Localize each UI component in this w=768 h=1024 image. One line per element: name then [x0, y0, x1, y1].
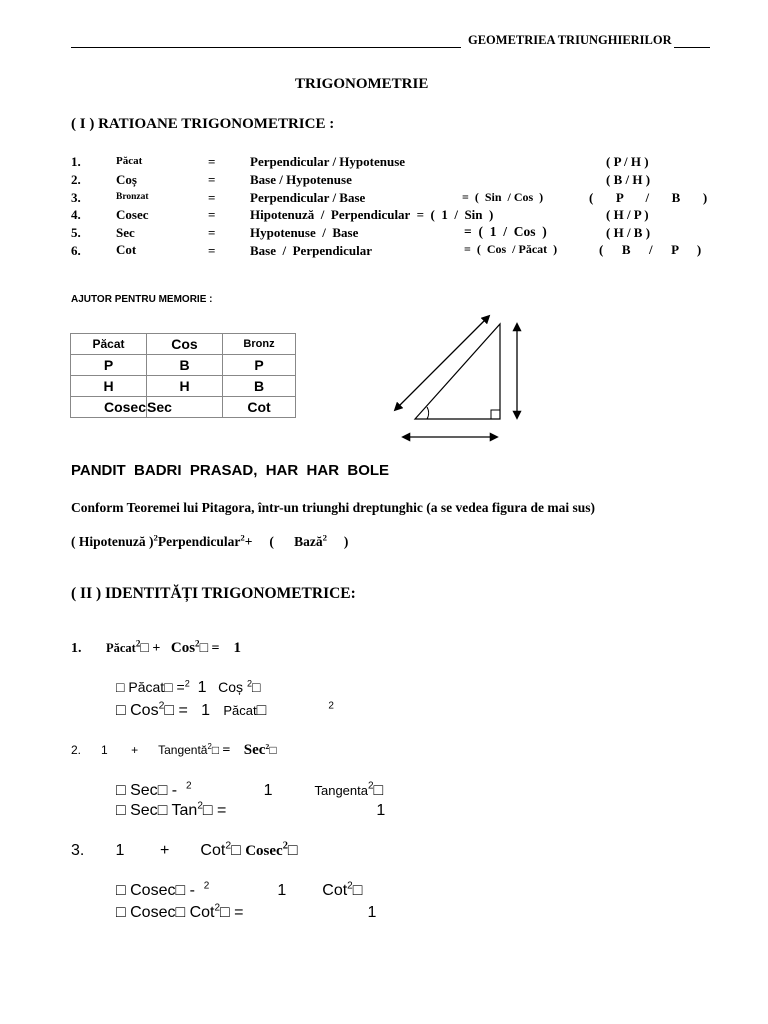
derived-op: -	[189, 882, 195, 899]
derived-one: 1	[197, 679, 207, 696]
ratio-eq: =	[208, 190, 216, 205]
identity-1-derived-2: □ Cos$^2$□ = 1 Păcat□ $^2$	[116, 700, 334, 719]
memory-cell: H	[71, 376, 147, 397]
ratio-eq: =	[208, 225, 216, 240]
memory-cell: Păcat	[71, 334, 147, 355]
ratio-short: ( H / P )	[606, 207, 649, 222]
ratio-num: 6.	[71, 243, 81, 258]
formula-hyp: ( Hipotenuză )	[71, 534, 154, 549]
derived-one: 1	[263, 782, 273, 799]
identity-one: 1	[101, 743, 108, 757]
derived-one: 1	[367, 904, 377, 921]
identity-op: =	[222, 743, 231, 758]
identity-term: Cos	[170, 640, 196, 656]
formula-perp: Perpendicular	[157, 534, 241, 549]
derived-term: Cot	[322, 882, 348, 899]
ratio-extra: = ( Sin / Cos )	[462, 190, 544, 204]
identity-op: +	[159, 842, 170, 859]
memory-table	[70, 333, 296, 418]
derived-term: Păcat	[128, 679, 165, 695]
ratio-eq: =	[208, 154, 216, 169]
derived-term: Tan	[171, 802, 198, 819]
identity-3: 3. 1 + Cot$^2$□ Cosec$^2$□	[71, 840, 298, 859]
identity-rhs: 1	[233, 640, 242, 656]
derived-term: Păcat	[223, 703, 257, 718]
memory-cell: Cot	[223, 397, 296, 418]
ratio-name: Sec	[116, 225, 135, 240]
ratio-short: ( P / H )	[606, 154, 649, 169]
derived-term: Cot	[189, 904, 215, 921]
derived-term: Sec	[130, 802, 158, 819]
ratio-num: 4.	[71, 207, 81, 222]
mnemonic: PANDIT BADRI PRASAD, HAR HAR BOLE	[71, 462, 390, 479]
ratio-eq: =	[208, 172, 216, 187]
identity-1-derived-1: □ Păcat□ =$^2$ 1 Coș $^2$□	[116, 678, 261, 696]
page-title: TRIGONOMETRIE	[295, 76, 429, 92]
identity-num: 1.	[71, 641, 82, 656]
memory-cell: P	[223, 355, 296, 376]
identity-term: Tangentă	[158, 743, 208, 757]
ratio-num: 5.	[71, 225, 81, 240]
header-title: GEOMETRIEA TRIUNGHIERILOR	[468, 33, 672, 47]
ratio-short: ( B / P )	[599, 242, 702, 257]
derived-op: =	[176, 679, 185, 695]
ratio-def: Base / Hypotenuse	[250, 172, 352, 187]
ratio-name: Cosec	[116, 207, 149, 222]
derived-term: Cosec	[130, 904, 176, 921]
derived-term: Cosec	[130, 882, 176, 899]
memory-cell: B	[147, 355, 223, 376]
ratio-num: 2.	[71, 172, 81, 187]
pythagoras-formula: ( Hipotenuză )$^2$Perpendicular$^2$+ ( Bază$^2$ )	[71, 532, 349, 549]
ratio-def: Hypotenuse / Base	[250, 225, 359, 240]
derived-op: =	[216, 802, 227, 819]
ratio-extra: = ( Cos / Păcat )	[464, 242, 558, 256]
derived-term: Coș	[218, 679, 244, 695]
derived-one: 1	[376, 802, 386, 819]
identity-op: +	[131, 743, 139, 757]
derived-term: Sec	[130, 782, 158, 799]
memory-label: AJUTOR PENTRU MEMORIE :	[71, 294, 213, 305]
derived-one: 1	[201, 702, 211, 719]
identity-term: Cot	[200, 842, 226, 859]
ratio-short: ( B / H )	[606, 172, 651, 187]
identity-2-derived-1: □ Sec□ - $^2$ 1 Tangenta$^2$□	[116, 780, 384, 799]
identity-2-derived-2: □ Sec□ Tan$^2$□ = 1	[116, 800, 386, 819]
ratio-num: 1.	[71, 154, 81, 169]
memory-cell: Cosec	[71, 397, 147, 418]
memory-cell: Sec	[147, 397, 223, 418]
identity-op: +	[152, 641, 161, 656]
identity-3-derived-1: □ Cosec□ - $^2$ 1 Cot$^2$□	[116, 880, 363, 899]
identity-2: 2. 1 + Tangentă$^2$□ = Sec$^2$□	[71, 742, 277, 758]
identity-3-derived-2: □ Cosec□ Cot$^2$□ = 1	[116, 902, 377, 921]
derived-op: -	[171, 782, 178, 799]
derived-term: Tangenta	[314, 783, 368, 798]
section2-heading: ( II ) IDENTITĂȚI TRIGONOMETRICE:	[71, 585, 356, 602]
identity-term: Sec	[243, 742, 266, 758]
ratio-eq: =	[208, 207, 216, 222]
identity-num: 3.	[71, 842, 85, 859]
ratio-def: Base / Perpendicular	[250, 243, 373, 258]
formula-base: Bază	[294, 534, 323, 549]
derived-one: 1	[277, 882, 287, 899]
ratio-name: Coș	[116, 172, 137, 187]
pythagoras-text: Conform Teoremei lui Pitagora, într-un triunghi dreptunghic (a se vedea figura de mai sus)	[71, 500, 596, 515]
identity-term: Cosec	[245, 843, 283, 859]
identity-one: 1	[115, 842, 125, 859]
right-triangle-figure	[385, 310, 545, 450]
ratio-def: Perpendicular / Hypotenuse	[250, 154, 406, 169]
ratio-def: Hipotenuză / Perpendicular = ( 1 / Sin )	[250, 207, 494, 222]
ratio-name: Păcat	[116, 155, 143, 167]
identity-op: =	[211, 641, 220, 656]
identity-num: 2.	[71, 743, 82, 757]
header-rule-right	[674, 47, 710, 48]
memory-cell: H	[147, 376, 223, 397]
ratio-name: Cot	[116, 242, 137, 257]
section1-heading: ( I ) RATIOANE TRIGONOMETRICE :	[71, 116, 335, 132]
memory-cell: B	[223, 376, 296, 397]
ratio-short: ( H / B )	[606, 225, 651, 240]
derived-term: Cos	[130, 702, 159, 719]
formula-close: )	[343, 534, 349, 549]
ratio-eq: =	[208, 243, 216, 258]
identity-term: Păcat	[106, 641, 136, 655]
memory-cell: P	[71, 355, 147, 376]
memory-cell: Bronz	[223, 334, 296, 355]
identity-1: 1. Păcat$^2$□ + Cos$^2$□ = 1	[71, 638, 242, 656]
ratio-num: 3.	[71, 190, 81, 205]
derived-op: =	[178, 702, 188, 719]
ratio-name: Bronzat	[116, 192, 149, 202]
formula-open: (	[269, 534, 274, 549]
ratio-extra: = ( 1 / Cos )	[464, 224, 547, 239]
memory-cell: Cos	[147, 334, 223, 355]
ratio-def: Perpendicular / Base	[250, 190, 366, 205]
header-rule-left	[71, 47, 461, 48]
ratio-short: ( P / B )	[589, 190, 708, 205]
derived-op: =	[234, 904, 244, 921]
